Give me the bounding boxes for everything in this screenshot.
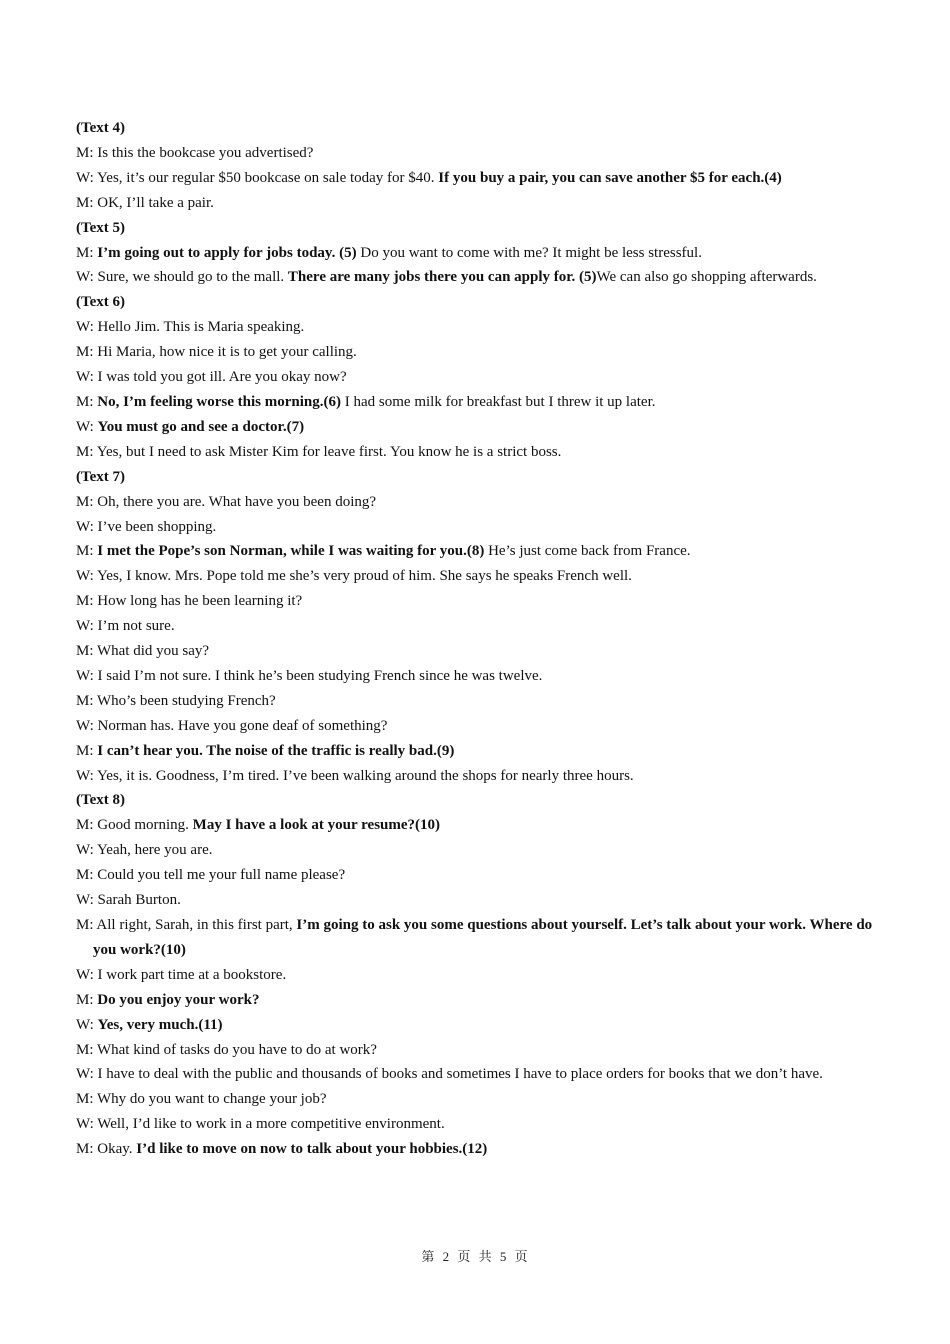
- dialogue-line: M: Is this the bookcase you advertised?: [76, 144, 314, 161]
- page-footer: 第 2 页 共 5 页: [421, 1249, 529, 1264]
- answer-highlight: I’m going to ask you some questions about yourself. Let’s talk about your work. Where do you work?(10): [93, 917, 873, 958]
- dialogue-line: [76, 166, 892, 191]
- dialogue-line: [76, 415, 892, 440]
- dialogue-text: He’s just come back from France.: [484, 543, 691, 560]
- dialogue-line: [76, 988, 892, 1013]
- section-heading-text-5: (Text 5): [76, 219, 126, 236]
- dialogue-text: I had some milk for breakfast but I threw it up later.: [341, 393, 656, 410]
- dialogue-line: W: Yes, it is. Goodness, I’m tired. I’ve been walking around the shops for nearly three hours.: [76, 767, 634, 784]
- dialogue-line: M: Who’s been studying French?: [76, 692, 276, 709]
- dialogue-line: M: What kind of tasks do you have to do at work?: [76, 1041, 377, 1058]
- section-heading-text-8: (Text 8): [76, 792, 126, 809]
- answer-highlight: I’m going out to apply for jobs today. (5): [97, 244, 357, 261]
- dialogue-text: We can also go shopping afterwards.: [596, 269, 817, 286]
- dialogue-line: M: Hi Maria, how nice it is to get your calling.: [76, 344, 357, 361]
- dialogue-text: Do you want to come with me? It might be less stressful.: [356, 244, 702, 261]
- answer-highlight: No, I’m feeling worse this morning.(6): [97, 393, 341, 410]
- dialogue-line: [76, 539, 892, 564]
- dialogue-line: [76, 1137, 892, 1162]
- dialogue-text: W: Sure, we should go to the mall.: [76, 269, 288, 286]
- speaker: M:: [76, 543, 98, 560]
- speaker: W:: [76, 1016, 98, 1033]
- dialogue-line: [76, 813, 892, 838]
- dialogue-text: M: All right, Sarah, in this first part,: [76, 917, 297, 933]
- section-heading-text-4: (Text 4): [76, 120, 126, 136]
- dialogue-line: M: Why do you want to change your job?: [76, 1091, 327, 1108]
- speaker: M:: [76, 244, 98, 261]
- section-heading-text-7: (Text 7): [76, 468, 126, 485]
- dialogue-line: M: Yes, but I need to ask Mister Kim for leave first. You know he is a strict boss.: [76, 443, 562, 460]
- answer-highlight: If you buy a pair, you can save another $5 for each.(4): [438, 169, 782, 186]
- section-heading-text-6: (Text 6): [76, 294, 126, 311]
- dialogue-line: M: How long has he been learning it?: [76, 593, 303, 610]
- dialogue-line: W: Yeah, here you are.: [76, 842, 213, 859]
- dialogue-line: M: Could you tell me your full name please?: [76, 867, 346, 884]
- dialogue-line: [76, 739, 892, 764]
- dialogue-line: W: Hello Jim. This is Maria speaking.: [76, 319, 305, 336]
- dialogue-line: W: I said I’m not sure. I think he’s been studying French since he was twelve.: [76, 667, 543, 684]
- dialogue-line: W: I’m not sure.: [76, 618, 175, 635]
- speaker: M:: [76, 393, 98, 410]
- speaker: M:: [76, 742, 98, 759]
- dialogue-line: W: I work part time at a bookstore.: [76, 966, 287, 983]
- answer-highlight: I can’t hear you. The noise of the traffic is really bad.(9): [97, 742, 455, 759]
- dialogue-text: M: Good morning.: [76, 817, 193, 834]
- dialogue-line: M: What did you say?: [76, 643, 210, 660]
- answer-highlight: There are many jobs there you can apply for. (5): [287, 269, 597, 286]
- dialogue-line: W: Yes, I know. Mrs. Pope told me she’s very proud of him. She says he speaks French well.: [76, 568, 632, 585]
- dialogue-line: W: Norman has. Have you gone deaf of something?: [76, 717, 388, 734]
- dialogue-text: W: Yes, it’s our regular $50 bookcase on sale today for $40.: [76, 169, 439, 186]
- dialogue-line: M: Oh, there you are. What have you been doing?: [76, 493, 377, 510]
- answer-highlight: Yes, very much.(11): [97, 1016, 223, 1033]
- dialogue-line: M: OK, I’ll take a pair.: [76, 194, 214, 211]
- answer-highlight: You must go and see a doctor.(7): [97, 418, 305, 435]
- dialogue-line: W: I have to deal with the public and thousands of books and sometimes I have to place orders for books that we don’t have.: [76, 1066, 823, 1083]
- dialogue-line: [76, 241, 892, 266]
- answer-highlight: I met the Pope’s son Norman, while I was waiting for you.(8): [97, 543, 485, 560]
- answer-highlight: May I have a look at your resume?(10): [192, 817, 441, 834]
- speaker: M:: [76, 991, 98, 1008]
- dialogue-line: W: Sarah Burton.: [76, 892, 181, 909]
- dialogue-line: [76, 1013, 892, 1038]
- speaker: W:: [76, 418, 98, 435]
- transcript-body: [76, 116, 892, 1162]
- dialogue-line: W: I’ve been shopping.: [76, 518, 217, 535]
- dialogue-line: [76, 390, 892, 415]
- dialogue-line: [76, 913, 892, 963]
- dialogue-line: W: Well, I’d like to work in a more competitive environment.: [76, 1116, 445, 1133]
- answer-highlight: Do you enjoy your work?: [97, 991, 260, 1008]
- dialogue-line: W: I was told you got ill. Are you okay now?: [76, 369, 347, 386]
- dialogue-text: M: Okay.: [76, 1141, 137, 1158]
- answer-highlight: I’d like to move on now to talk about your hobbies.(12): [136, 1141, 488, 1158]
- dialogue-line: [76, 265, 892, 290]
